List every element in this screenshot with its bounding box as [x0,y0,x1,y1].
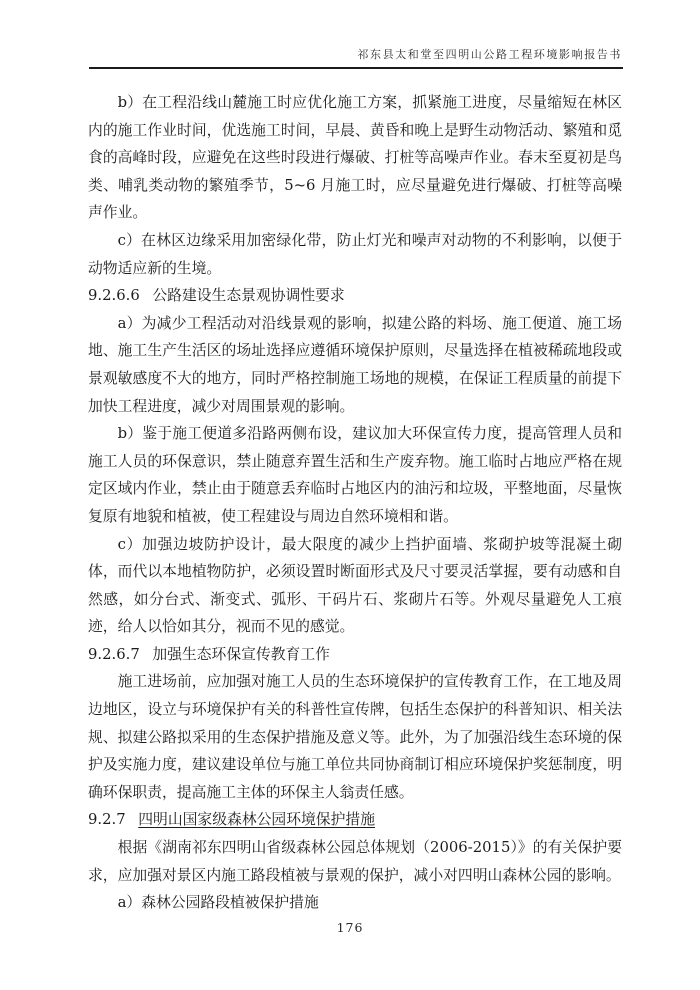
heading-9-2-7 [88,806,622,834]
heading-title: 加强生态环保宣传教育工作 [152,645,330,663]
heading-number: 9.2.7 [88,811,126,829]
paragraph-eco-education: 施工进场前，应加强对施工人员的生态环境保护的宣传教育工作，在工地及周边地区，设立与环境保护有关的科普性宣传牌，包括生态保护的科普知识、相关法规、拟建公路拟采用的生态保护措施及意义等。此外，为了加强沿线生态环境的保护及实施力度，建议建设单位与施工单位共同协商制订相应环境保护奖惩制度，明确环保职责，提高施工主体的环保主人翁责任感。 [88,673,622,801]
paragraph-c-slope-protection-design: c）加强边坡防护设计，最大限度的减少上挡护面墙、浆砌护坡等混凝土砌体，而代以本地植物防护，必须设置时断面形式及尺寸要灵活掌握，要有动感和自然感，如分台式、渐变式、弧形、干码片石、浆砌片石等。外观尽量避免人工痕迹，给人以恰如其分，视而不见的感觉。 [88,535,622,636]
paragraph-forest-park-plan-requirements: 根据《湖南祁东四明山省级森林公园总体规划（2006-2015）》的有关保护要求，应加强对景区内施工路段植被与景观的保护，减小对四明山森林公园的影响。 [88,839,622,884]
heading-number: 9.2.6.6 [88,287,140,305]
page-number: 176 [336,920,364,935]
paragraph-b-construction-schedule: b）在工程沿线山麓施工时应优化施工方案，抓紧施工进度，尽量缩短在林区内的施工作业时间，优选施工时间，早晨、黄昏和晚上是野生动物活动、繁殖和觅食的高峰时段，应避免在这些时段进行爆破、打桩等高噪声作业。春末至夏初是鸟类、哺乳类动物的繁殖季节，5~6 月施工时，应尽量避免进行爆破、打桩等高噪声作业。 [88,94,622,222]
heading-number: 9.2.6.7 [88,645,140,663]
paragraph-b-temporary-land-use: b）鉴于施工便道多沿路两侧布设，建议加大环保宣传力度，提高管理人员和施工人员的环保意识，禁止随意弃置生活和生产废弃物。施工临时占地应严格在规定区域内作业，禁止由于随意丢弃临时占地区内的油污和垃圾，平整地面，尽量恢复原有地貌和植被，使工程建设与周边自然环境相和谐。 [88,425,622,525]
heading-9-2-6-7 [88,641,622,669]
paragraph-a-site-selection: a）为减少工程活动对沿线景观的影响，拟建公路的料场、施工便道、施工场地、施工生产生活区的场址选择应遵循环境保护原则，尽量选择在植被稀疏地段或景观敏感度不大的地方，同时严格控制施工场地的规模，在保证工程质量的前提下加快工程进度，减少对周围景观的影响。 [88,314,622,415]
heading-9-2-6-6 [88,282,622,310]
header-rule [89,67,623,69]
document-body [88,89,622,917]
paragraph-c-forest-edge-greenbelt: c）在林区边缘采用加密绿化带，防止灯光和噪声对动物的不利影响，以便于动物适应新的生境。 [88,231,622,277]
heading-title-underlined: 四明山国家级森林公园环境保护措施 [138,811,375,829]
paragraph-a-vegetation-protection-measures: a）森林公园路段植被保护措施 [117,894,319,912]
heading-title: 公路建设生态景观协调性要求 [152,287,345,305]
running-header-title: 祁东县太和堂至四明山公路工程环境影响报告书 [357,48,622,61]
